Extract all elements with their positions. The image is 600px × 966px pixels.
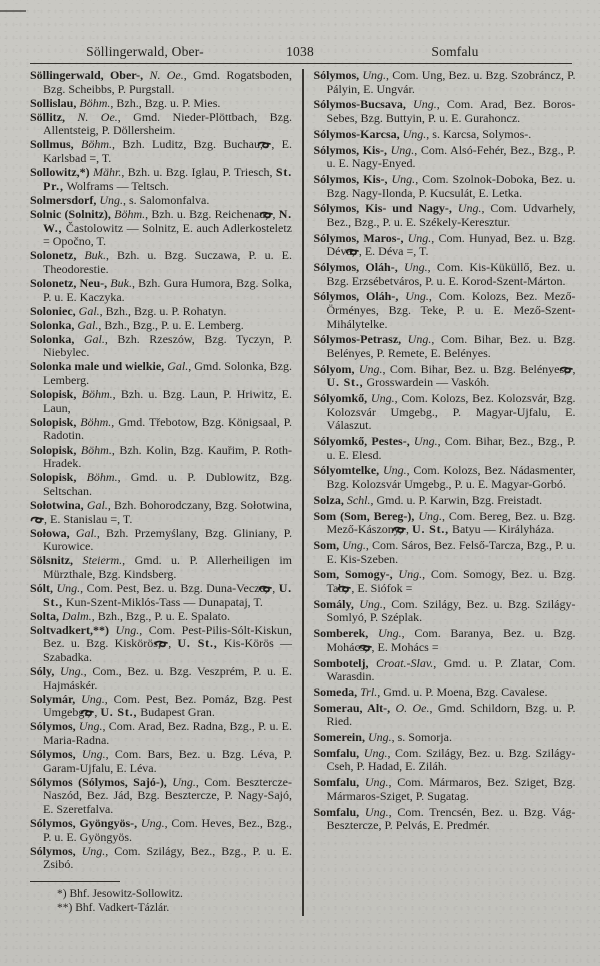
entry-text: Somerau, Alt-,	[313, 700, 391, 715]
entry-text: N. W.,	[43, 206, 292, 235]
right-column-entries	[314, 69, 576, 833]
entry-text: Solmersdorf,	[30, 192, 97, 207]
gazetteer-entry	[314, 69, 576, 96]
entry-text: , Com. Bihar, Bez. u. Bzg. Belényes, P. Remete, E. Belényes.	[326, 332, 576, 360]
entry-text: Söllingerwald, Ober-,	[30, 68, 144, 82]
entry-text: , Com. Kolozs, Bez. Mező-Örményes, Bzg. Teke, P. u. E. Mező-Szent-Mihálytelke.	[326, 289, 576, 331]
entry-text: Ung.	[379, 463, 407, 478]
entry-text: Gal.	[83, 497, 108, 512]
entry-text: Böhm.	[110, 206, 146, 221]
entry-text: Ung.	[403, 230, 432, 245]
entry-text: , Com. Sáros, Bez. Felső-Tarcza, Bzg., P. u. E. Kis-Szeben.	[326, 538, 576, 566]
entry-text: Solnic (Solnitz),	[30, 206, 111, 221]
entry-text: , Gmd. u. P. Karwin, Bzg. Freistadt.	[370, 492, 543, 507]
entry-text: Böhm.	[76, 442, 112, 457]
entry-text: Sólyom,	[313, 361, 355, 376]
entry-text: , Bzh. u. Bzg. Reichenau,	[145, 206, 272, 221]
gazetteer-entry	[314, 435, 576, 462]
entry-text: Ung.	[367, 391, 395, 406]
entry-text: Častolowitz — Solnitz, E. auch Adlerkosteletz = Opočno, T.	[43, 220, 292, 249]
entry-text: , s. Karcsa, Solymos-.	[426, 126, 532, 141]
gazetteer-entry	[30, 527, 292, 554]
entry-text: Somberek,	[313, 626, 369, 641]
entry-text: , Com. Szolnok-Doboka, Bez. u. Bzg. Nagy-Ilonda, P. Kucsulát, E. Letka.	[326, 171, 576, 200]
entry-text: Sollislau,	[30, 95, 77, 110]
gazetteer-entry	[314, 657, 576, 684]
entry-text: Sólymos, Kis-,	[313, 171, 388, 186]
entry-text: , Bzh. u. Bzg. Laun, P. Hriwitz, E. Laun,	[43, 387, 292, 415]
entry-text: Sólymos-Karcsa,	[313, 126, 400, 141]
gazetteer-entry	[30, 416, 292, 443]
entry-text: , Com. Somogy, Bez. u. Bzg. Tab,	[326, 567, 576, 595]
gazetteer-entry	[30, 776, 292, 817]
entry-text: Ung.	[368, 626, 402, 641]
entry-text: , Com. Bihar, Bez., Bzg., P. u. E. Elesd.	[326, 434, 576, 462]
entry-text: Böhm.	[76, 470, 118, 485]
entry-text: Sólymos,	[30, 843, 76, 858]
entry-text: Som, Somogy-,	[313, 567, 393, 582]
entry-text: , Com. Bihar, Bez. u. Bzg. Belényes,	[382, 361, 572, 376]
gazetteer-entry	[30, 610, 292, 624]
gazetteer-entry	[314, 702, 576, 729]
entry-text: N. Oe.	[143, 68, 184, 82]
entry-text: Gal.	[75, 303, 100, 318]
gazetteer-entry	[314, 232, 576, 259]
entry-text: Kun-Szent-Miklós-Tass — Dunapataj, T.	[62, 594, 263, 609]
entry-text: Somfalu,	[313, 804, 360, 819]
gazetteer-entry	[30, 817, 292, 844]
gazetteer-entry	[30, 845, 292, 872]
entry-text: , Bzh. Gura Humora, Bzg. Solka, P. u. E. Kaczyka.	[43, 275, 292, 304]
entry-text: Sólymos, Oláh-,	[313, 289, 399, 304]
entry-text: Wolframs — Teltsch.	[63, 178, 169, 193]
entry-text: Solopisk,	[30, 442, 77, 457]
entry-text: Ung.	[387, 142, 415, 157]
footnote: *) Bhf. Jesowitz-Sollowitz.	[57, 887, 183, 900]
entry-text: , Com. Kolozs, Bez. Nádasmenter, Bzg. Kolozsvár Umgebg., P. u. E. Magyar-Gorbó.	[326, 463, 576, 492]
entry-text: , Com. Kis-Küküllő, Bez. u. Bzg. Erzsébetváros, P. u. E. Korod-Szent-Márton.	[326, 260, 576, 288]
gazetteer-entry	[314, 731, 576, 745]
entry-text: Ung.	[399, 126, 427, 141]
gazetteer-entry	[314, 776, 576, 803]
entry-text: Sólyomtelke,	[313, 463, 380, 478]
entry-text: Sólymos (Sólymos, Sajó-),	[30, 774, 167, 789]
gazetteer-entry	[314, 128, 576, 142]
gazetteer-entry	[30, 97, 292, 111]
entry-text: Grosswardein — Vaskóh.	[363, 375, 490, 390]
entry-text: , Com. Trencsén, Bez. u. Bzg. Vág-Besztercze, P. Pelvás, E. Predmér.	[326, 804, 576, 833]
entry-text: , Com. Pest, Bez. Pomáz, Bzg. Pest Umgebg.,	[43, 691, 292, 720]
gazetteer-entry	[30, 360, 292, 387]
entry-text: Ung.	[387, 171, 416, 186]
entry-text: Solopisk,	[30, 470, 77, 485]
entry-text: Sólymos,	[30, 747, 76, 762]
entry-text: Som,	[313, 538, 340, 552]
entry-text: Steierm.	[73, 553, 123, 568]
entry-text: , Gmd. u. P. Dublowitz, Bzg. Seltschan.	[43, 470, 292, 498]
entry-text: Solymár,	[30, 691, 76, 706]
entry-text: Ung.	[401, 332, 432, 347]
entry-text: , Bzh., Bzg., P. u. E. Spalato.	[91, 608, 231, 623]
gazetteer-entry	[30, 166, 292, 193]
gazetteer-entry	[314, 173, 576, 200]
entry-text: Böhm.	[76, 95, 111, 110]
entry-text: , s. Somorja.	[391, 730, 452, 745]
entry-text: Böhm.	[76, 414, 112, 429]
entry-text: Sólymos,	[30, 719, 76, 734]
entry-text: , Gmd. Solonka, Bzg. Lemberg.	[43, 359, 292, 388]
entry-text: Somfalu,	[313, 745, 360, 760]
gazetteer-entry	[30, 665, 292, 692]
entry-text: U. St.,	[100, 705, 138, 720]
gazetteer-entry	[314, 392, 576, 433]
entry-text: , Gmd. Rogatsboden, Bzg. Scheibbs, P. Purgstall.	[43, 68, 293, 96]
entry-text: , Com. Szilágy, Bez., Bzg., P. u. E. Zsibó.	[43, 843, 292, 872]
running-head-left: Söllingerwald, Ober-	[86, 44, 204, 59]
entry-text: , Gmd. u. P. Moena, Bzg. Cavalese.	[377, 684, 548, 699]
entry-text: , Com. Arad, Bez. Radna, Bzg., P. u. E. Maria-Radna.	[43, 719, 292, 747]
entry-text: Sólymos, Gyöngyös-,	[30, 816, 138, 831]
entry-text: Somfalu,	[313, 775, 360, 790]
gazetteer-entry	[314, 144, 576, 171]
entry-text: Trl.	[357, 684, 378, 699]
entry-text: N. Oe.	[65, 109, 118, 124]
entry-text: Solopisk,	[30, 387, 77, 402]
entry-text: , Bzh. u. Bzg. Iglau, P. Triesch,	[121, 165, 276, 180]
entry-text: Sólyomkő, Pestes-,	[313, 434, 410, 449]
entry-text: Ung.	[75, 719, 103, 734]
entry-text: , Com. Hunyad, Bez. u. Bzg. Déva,	[326, 230, 576, 259]
gazetteer-entry	[314, 290, 576, 331]
entry-text: Solonetz, Neu-,	[30, 275, 108, 290]
entry-text: Söllitz,	[30, 109, 65, 124]
entry-text: Mähr.	[89, 165, 122, 180]
entry-text: , Com. Kolozs, Bez. Kolozsvár, Bzg. Kolozsvár Umgebg., P. Magyar-Ujfalu, E. Válaszut.	[326, 391, 576, 433]
entry-text: Ung.	[353, 596, 383, 611]
entry-text: , E. Karlsbad =, T.	[43, 137, 293, 166]
entry-text: Ung.	[359, 804, 389, 819]
entry-text: Somály,	[313, 596, 354, 611]
entry-text: , Com., Bez. u. Bzg. Veszprém, P. u. E. Hajmáskér.	[43, 664, 292, 692]
entry-text: Ung.	[364, 730, 392, 745]
left-column-entries	[30, 69, 292, 872]
entry-text: , Bzh. Kolin, Bzg. Kauřim, P. Roth-Hradek.	[43, 442, 293, 471]
entry-text: Ung.	[405, 97, 437, 112]
entry-text: Soltvadkert,**)	[30, 622, 109, 637]
gazetteer-entry	[314, 598, 576, 625]
entry-text: Ung.	[166, 774, 196, 789]
entry-text: Ung.	[359, 68, 387, 82]
entry-text: Sólymos, Maros-,	[313, 230, 404, 245]
gazetteer-entry	[314, 98, 576, 125]
right-column	[314, 69, 578, 916]
entry-text: , Com. Bars, Bez. u. Bzg. Léva, P. Garam-Ujfalu, E. Léva.	[43, 747, 292, 775]
entry-text: Somerein,	[313, 730, 365, 745]
entry-text: , Gmd. Třebotow, Bzg. Königsaal, P. Radotin.	[43, 414, 292, 443]
gazetteer-entry	[30, 388, 292, 415]
gazetteer-entry	[30, 624, 292, 665]
footnote: **) Bhf. Vadkert-Tázlár.	[57, 902, 170, 915]
entry-text: Batyu — Királyháza.	[448, 522, 555, 537]
gazetteer-entry	[30, 693, 292, 720]
left-column	[30, 69, 302, 916]
gazetteer-entry	[30, 471, 292, 498]
entry-text: U. St.,	[177, 636, 218, 651]
entry-text: Sólt,	[30, 580, 54, 595]
gazetteer-entry	[30, 333, 292, 360]
entry-text: , Com. Pest, Bez. u. Bzg. Duna-Vecze,	[80, 580, 272, 595]
gazetteer-entry	[314, 806, 576, 833]
gazetteer-entry	[30, 138, 292, 165]
entry-text: St. Pr.,	[43, 165, 292, 193]
entry-text: , Com. Szilágy, Bez. u. Bzg. Szilágy-Somlyó, P. Széplak.	[326, 596, 576, 625]
entry-text: , Com. Bereg, Bez. u. Bzg. Mező-Kászony,	[326, 508, 576, 537]
entry-text: ,	[406, 522, 413, 537]
entry-text: , Com. Ung, Bez. u. Bzg. Szobráncz, P. Pályin, E. Ungvár.	[326, 68, 576, 96]
entry-text: Croat.-Slav.	[368, 655, 434, 670]
running-head-right: Somfalu	[431, 44, 479, 59]
entry-text: O. Oe.	[390, 700, 430, 715]
entry-text: , Com. Szilágy, Bez. u. Bzg. Szilágy-Cseh, P. Hadad, E. Ziláh.	[326, 745, 576, 774]
entry-text: , E. Siófok =	[351, 580, 413, 595]
entry-text: ,	[94, 705, 101, 720]
gazetteer-entry	[314, 261, 576, 288]
entry-text: Ung.	[53, 580, 81, 595]
page-number: 1038	[286, 44, 314, 59]
entry-text: , Bzh. u. Bzg. Suczawa, P. u. E. Theodorestie.	[43, 248, 293, 276]
entry-text: Schl.	[343, 492, 371, 507]
entry-text: Sołowa,	[30, 525, 70, 540]
entry-text: , Bzh., Bzg. u. P. Mies.	[110, 95, 221, 110]
entry-text: , Com. Udvarhely, Bez., Bzg., P. u. E. Székely-Keresztur.	[326, 201, 576, 229]
gazetteer-entry	[30, 582, 292, 609]
entry-text: Sólymos, Kis-,	[313, 142, 388, 157]
entry-text: Sóly,	[30, 664, 55, 679]
scan-artifact	[0, 10, 26, 12]
entry-text: Sólymos-Petrasz,	[313, 332, 402, 347]
entry-text: Solonka male und wielkie,	[30, 359, 165, 374]
entry-text: Böhm.	[76, 387, 113, 402]
entry-text: Someda,	[313, 684, 358, 699]
entry-text: , s. Salomonfalva.	[123, 192, 210, 207]
gazetteer-entry	[30, 319, 292, 333]
gazetteer-entry	[30, 249, 292, 276]
entry-text: , Gmd. u. P. Allerheiligen im Mürzthale, Bzg. Kindsberg.	[43, 553, 292, 581]
entry-text: , Bzh. Rzeszów, Bzg. Tyczyn, P. Niebylec.	[43, 331, 292, 360]
gazetteer-entry	[314, 627, 576, 654]
entry-text: Ung.	[451, 201, 482, 216]
entry-text: Sólymos,	[313, 68, 360, 82]
gazetteer-entry	[30, 277, 292, 304]
entry-text: , Bzh., Bzg. u. P. Rohatyn.	[99, 303, 227, 318]
entry-text: Gal.	[74, 331, 105, 346]
gazetteer-entry	[314, 510, 576, 537]
footnote-rule	[30, 881, 120, 882]
gazetteer-entry	[30, 305, 292, 319]
entry-text: Som (Som, Bereg-),	[313, 508, 415, 523]
entry-text: Ung.	[137, 816, 165, 831]
entry-text: , E. Mohács =	[371, 639, 439, 654]
entry-text: , Com. Baranya, Bez. u. Bzg. Mohács,	[326, 626, 576, 654]
entry-text: ,	[272, 206, 279, 221]
entry-text: , Bzh. Bohorodczany, Bzg. Sołotwina,	[107, 497, 292, 512]
entry-text: ,	[272, 580, 279, 595]
entry-text: Kis-Körös — Szabadka.	[43, 636, 293, 664]
entry-text: Sólyomkő,	[313, 391, 368, 406]
entry-text: Ung.	[359, 745, 388, 760]
entry-text: Gal.	[74, 317, 99, 332]
entry-text: Ung.	[109, 622, 140, 637]
entry-text: Buk.	[107, 275, 132, 290]
entry-text: , Bzh. Luditz, Bzg. Buchau,	[112, 137, 271, 152]
entry-text: Solopisk,	[30, 414, 77, 429]
entry-text: , Com. Alsó-Fehér, Bez., Bzg., P. u. E. Nagy-Enyed.	[326, 142, 576, 171]
entry-text: , Com. Arad, Bez. Boros-Sebes, Bzg. Buttyin, P. u. E. Gurahoncz.	[326, 97, 576, 125]
entry-text: Sołotwina,	[30, 497, 84, 512]
gazetteer-entry	[314, 333, 576, 360]
entry-text: ,	[168, 636, 178, 651]
entry-text: Sólymos, Oláh-,	[313, 260, 398, 275]
gazetteer-entry	[30, 720, 292, 747]
entry-text: ,	[572, 361, 576, 376]
gazetteer-entry	[314, 686, 576, 700]
gazetteer-entry	[314, 363, 576, 390]
entry-text: Ung.	[354, 361, 383, 376]
entry-text: Buk.	[76, 248, 107, 263]
gazetteer-entry	[30, 499, 292, 526]
entry-text: , E. Stanislau =, T.	[44, 511, 133, 526]
entry-text: Ung.	[398, 289, 429, 304]
gazetteer-entry	[30, 69, 292, 96]
entry-text: , Com. Mármaros, Bez. Sziget, Bzg. Mármaros-Sziget, P. Sugatag.	[326, 775, 576, 803]
gazetteer-entry	[314, 747, 576, 774]
gazetteer-entry	[314, 568, 576, 595]
gazetteer-entry	[30, 111, 292, 138]
gazetteer-entry	[314, 464, 576, 491]
entry-text: Solonetz,	[30, 248, 77, 263]
gazetteer-entry	[314, 539, 576, 566]
entry-text: Solza,	[313, 492, 344, 507]
gazetteer-entry	[30, 194, 292, 208]
entry-text: Ung.	[414, 508, 442, 523]
entry-text: Ung.	[96, 192, 123, 207]
gazetteer-entry	[314, 494, 576, 508]
entry-text: Böhm.	[73, 137, 113, 152]
entry-text: Gal.	[164, 359, 189, 374]
page-header	[0, 0, 600, 60]
entry-text: , Gmd. Nieder-Plöttbach, Bzg. Allentsteig, P. Döllersheim.	[43, 109, 293, 138]
entry-text: , Com. Heves, Bez., Bzg., P. u. E. Gyöngyös.	[43, 816, 292, 844]
entry-text: Sólymos-Bucsava,	[313, 97, 406, 112]
entry-text: U. St.,	[326, 375, 364, 390]
entry-text: Ung.	[397, 260, 428, 275]
entry-text: Solonka,	[30, 317, 75, 332]
entry-text: Sólymos, Kis- und Nagy-,	[313, 201, 452, 216]
entry-text: Sollmus,	[30, 137, 74, 152]
gazetteer-entry	[314, 202, 576, 229]
entry-text: Ung.	[75, 843, 106, 858]
entry-text: Gal.	[69, 525, 97, 540]
entry-text: Ung.	[54, 664, 84, 679]
gazetteer-entry	[30, 208, 292, 249]
entry-text: Sollowitz,*)	[30, 165, 90, 180]
entry-text: Ung.	[75, 691, 105, 706]
gazetteer-entry	[30, 748, 292, 775]
entry-text: Ung.	[359, 775, 389, 790]
entry-text: Sölsnitz,	[30, 553, 74, 568]
gazetteer-entry	[30, 554, 292, 581]
text-columns	[0, 64, 600, 916]
entry-text: Sombotelj,	[313, 655, 369, 670]
entry-text: , Gmd. Schildorn, Bzg. u. P. Ried.	[326, 700, 576, 729]
entry-text: Ung.	[392, 567, 423, 582]
entry-text: Ung.	[409, 434, 438, 449]
entry-text: U. St.,	[412, 522, 449, 537]
entry-text: Ung.	[339, 538, 366, 552]
entry-text: Dalm.	[59, 608, 92, 623]
entry-text: U. St.,	[43, 580, 292, 609]
entry-text: , Bzh., Bzg., P. u. E. Lemberg.	[98, 317, 244, 332]
entry-text: Solonka,	[30, 331, 75, 346]
entry-text: , Bzh. Przemyślany, Bzg. Gliniany, P. Kurowice.	[43, 525, 292, 554]
column-divider-rule	[302, 69, 304, 916]
entry-text: , Com. Pest-Pilis-Sólt-Kiskun, Bez. u. Bzg. Kiskörös,	[43, 622, 292, 651]
entry-text: Budapest Gran.	[137, 705, 215, 720]
entry-text: , E. Déva =, T.	[358, 244, 429, 259]
entry-text: , Com. Besztercze-Naszód, Bez. Jád, Bzg. Besztercze, P. Nagy-Sajó, E. Szeretfalva.	[43, 774, 292, 816]
entry-text: Soloniec,	[30, 303, 76, 318]
entry-text: Ung.	[75, 747, 106, 762]
entry-text: , Gmd. u. P. Zlatar, Com. Warasdin.	[326, 655, 576, 684]
gazetteer-entry	[30, 444, 292, 471]
entry-text: Solta,	[30, 608, 60, 623]
